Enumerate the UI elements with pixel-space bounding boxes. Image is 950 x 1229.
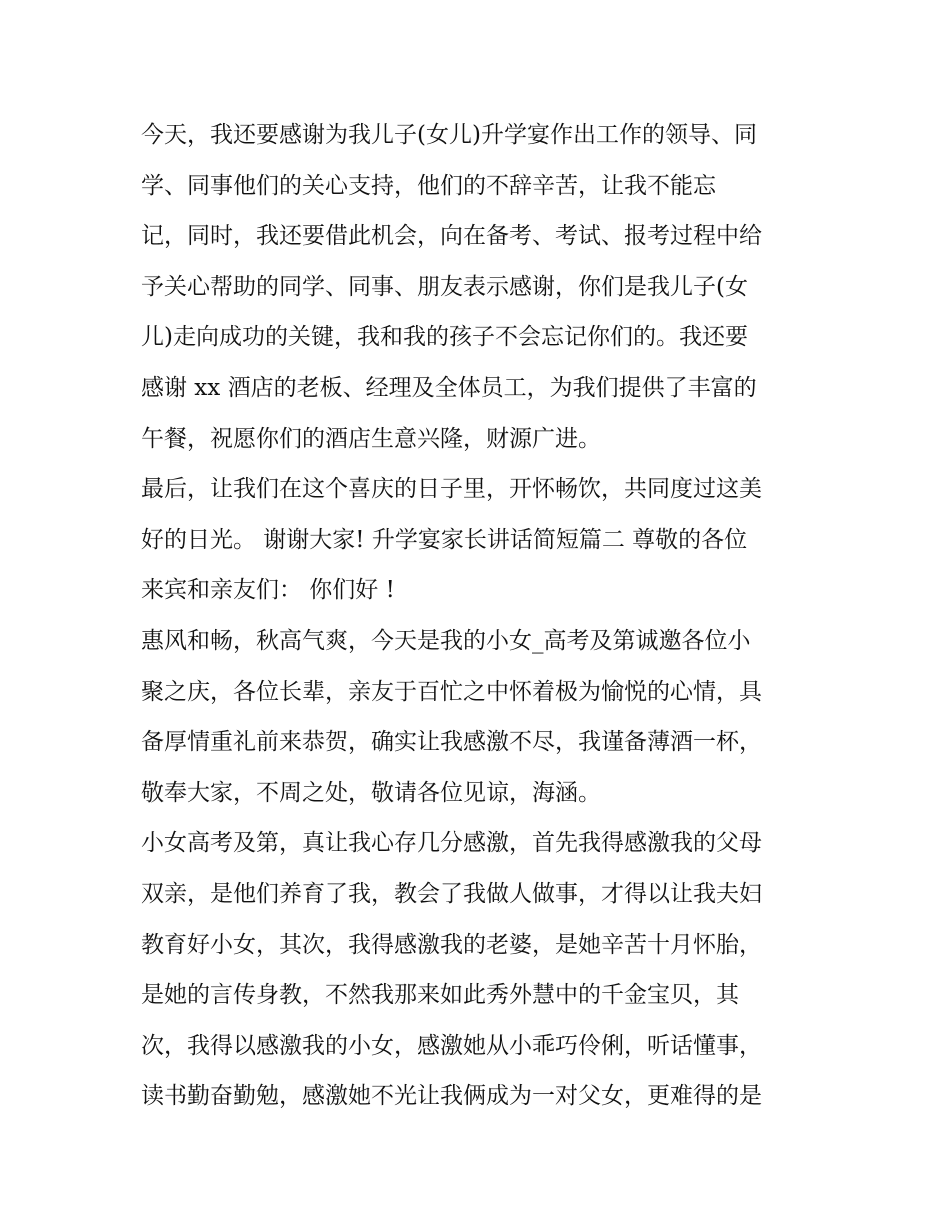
text-line: 小女高考及第，真让我心存几分感激，首先我得感激我的父母 — [141, 830, 762, 857]
text-line: 备厚情重礼前来恭贺，确实让我感激不尽，我谨备薄酒一杯， — [141, 729, 762, 756]
text-line: 记，同时，我还要借此机会，向在备考、考试、报考过程中给 — [141, 223, 762, 250]
text-line: 双亲，是他们养育了我，教会了我做人做事，才得以让我夫妇 — [141, 880, 762, 907]
text-line: 儿)走向成功的关键，我和我的孩子不会忘记你们的。我还要 — [141, 324, 748, 351]
text-line: 是她的言传身教，不然我那来如此秀外慧中的千金宝贝，其 — [141, 982, 739, 1009]
text-line: 惠风和畅，秋高气爽，今天是我的小女_高考及第诚邀各位小 — [141, 627, 751, 654]
text-line: 最后，让我们在这个喜庆的日子里，开怀畅饮，共同度过这美 — [141, 476, 762, 503]
text-line: 来宾和亲友们： 你们好 ! — [141, 577, 395, 604]
text-line: 午餐，祝愿你们的酒店生意兴隆，财源广进。 — [141, 425, 601, 452]
text-line: 好的日光。 谢谢大家! 升学宴家长讲话简短篇二 尊敬的各位 — [141, 526, 748, 553]
text-line: 予关心帮助的同学、同事、朋友表示感谢，你们是我儿子(女 — [141, 273, 748, 300]
text-line: 学、同事他们的关心支持，他们的不辞辛苦，让我不能忘 — [141, 172, 716, 199]
body-text — [141, 110, 821, 1122]
text-line: 感谢 xx 酒店的老板、经理及全体员工，为我们提供了丰富的 — [141, 374, 757, 401]
text-line: 教育好小女，其次，我得感激我的老婆，是她辛苦十月怀胎， — [141, 931, 762, 958]
text-line: 次，我得以感激我的小女，感激她从小乖巧伶俐，听话懂事， — [141, 1032, 762, 1059]
text-line: 读书勤奋勤勉，感激她不光让我俩成为一对父女，更难得的是 — [141, 1083, 762, 1110]
text-line: 聚之庆，各位长辈，亲友于百忙之中怀着极为愉悦的心情，具 — [141, 678, 762, 705]
text-line: 今天，我还要感谢为我儿子(女儿)升学宴作出工作的领导、同 — [141, 122, 757, 148]
text-line: 敬奉大家，不周之处，敬请各位见谅，海涵。 — [141, 779, 601, 806]
